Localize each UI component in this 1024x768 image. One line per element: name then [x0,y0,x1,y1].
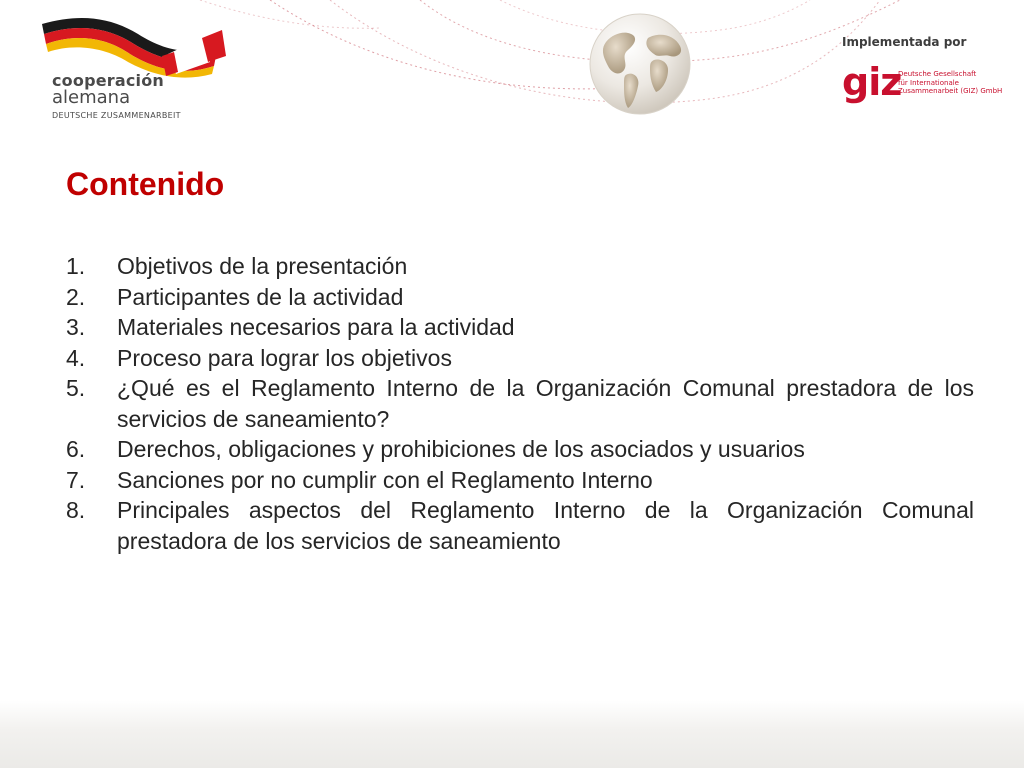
giz-name-line: für Internationale [898,78,959,87]
list-item [66,282,974,313]
list-item-text: Principales aspectos del Reglamento Interno de la Organización Comunal prestadora de los servicios de saneamiento [117,497,974,554]
list-item-number: 2. [66,283,86,310]
globe-icon [588,12,692,116]
list-item-number: 5. [66,375,86,401]
list-item-text: Materiales necesarios para la actividad [117,314,515,340]
list-item-number: 1. [66,253,86,279]
bottom-gradient-band [0,700,1024,768]
slide-title: Contenido [66,166,225,202]
list-item-text: Sanciones por no cumplir con el Reglamento Interno [117,466,653,493]
list-item-text: Derechos, obligaciones y prohibiciones de los asociados y usuarios [117,436,805,462]
list-item-text: Proceso para lograr los objetivos [117,344,452,371]
giz-name-line: Deutsche Gesellschaft [898,70,977,78]
giz-full-name [898,70,1002,96]
list-item [66,495,974,556]
german-flag-ribbon-icon [38,10,228,80]
list-item-text: Objetivos de la presentación [117,253,408,279]
list-item [66,373,974,434]
list-item-number: 8. [66,497,86,523]
list-item [66,251,974,282]
list-item-text: Participantes de la actividad [117,283,404,310]
giz-logo-mark: giz [842,60,902,104]
cooperacion-alemana-logo [38,10,238,120]
list-item-text: ¿Qué es el Reglamento Interno de la Organización Comunal prestadora de los servicios de saneamiento? [117,375,974,432]
list-item [66,465,974,496]
content-list [66,251,974,556]
list-item [66,343,974,374]
list-item-number: 3. [66,314,86,340]
list-item-number: 6. [66,436,86,462]
list-item [66,434,974,465]
logo-line-cooperacion: cooperación [52,71,165,90]
list-item-number: 4. [66,344,86,371]
giz-name-line: Zusammenarbeit (GIZ) GmbH [898,87,1003,95]
list-item-number: 7. [66,466,86,493]
implemented-by-label: Implementada por [842,35,967,49]
list-item [66,312,974,343]
logo-line-alemana: alemana [52,87,131,108]
logo-line-deutsche-zusammenarbeit: DEUTSCHE ZUSAMMENARBEIT [52,111,181,120]
